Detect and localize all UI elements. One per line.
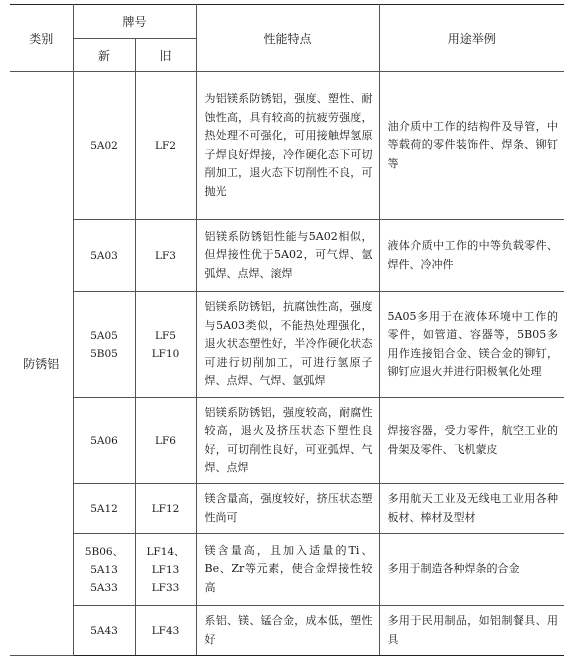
new-grade-cell-line: 5A12 — [90, 502, 118, 515]
old-grade-cell-line: LF33 — [151, 581, 180, 594]
old-grade-cell-line: LF3 — [155, 249, 176, 262]
properties-header: 性能特点 — [196, 5, 379, 72]
table-row — [10, 292, 564, 398]
old-grade-cell-line: LF2 — [155, 139, 176, 152]
properties-cell: 镁含量高，且加入适量的Ti、Be、Zr等元素，使合金焊接性较高 — [196, 534, 379, 606]
applications-header: 用途举例 — [379, 5, 564, 72]
properties-cell: 铝镁系防锈铝，抗腐蚀性高，强度与5A03类似，不能热处理强化，退火状态塑性好，半冷作硬化状态可进行切削加工，可进行氢原子焊、点焊、气焊、氩弧焊 — [196, 292, 379, 398]
applications-cell: 焊接容器，受力零件，航空工业的骨架及零件、飞机蒙皮 — [379, 398, 564, 484]
properties-cell: 系铝、镁、锰合金，成本低，塑性好 — [196, 606, 379, 656]
new-grade-cell-line: 5B05 — [90, 347, 118, 360]
category-header: 类别 — [10, 5, 73, 72]
properties-cell: 为铝镁系防锈铝，强度、塑性、耐蚀性高，具有较高的抗疲劳强度，热处理不可强化，可用接触焊氢原子焊良好焊接，冷作硬化态下可切削加工，退火态下切削性不良，可抛光 — [196, 72, 379, 220]
old-grade-cell-line: LF10 — [151, 347, 180, 360]
old-grade-cell — [135, 606, 196, 656]
grade-header: 牌号 — [73, 5, 196, 39]
old-grade-header: 旧 — [135, 39, 196, 72]
old-grade-cell — [135, 398, 196, 484]
new-grade-cell — [73, 72, 135, 220]
new-grade-cell-line: 5A33 — [90, 581, 118, 594]
properties-cell: 镁含量高，强度较好，挤压状态塑性尚可 — [196, 484, 379, 534]
applications-cell: 多用于民用制品，如铝制餐具、用具 — [379, 606, 564, 656]
new-grade-cell — [73, 606, 135, 656]
table-row — [10, 484, 564, 534]
old-grade-cell-line: LF12 — [151, 502, 180, 515]
applications-cell: 多用于制造各种焊条的合金 — [379, 534, 564, 606]
table-header — [10, 5, 564, 72]
new-grade-cell — [73, 220, 135, 292]
old-grade-cell-line: LF14、LF13 — [146, 545, 185, 576]
old-grade-cell-line: LF5 — [155, 329, 176, 342]
new-grade-header: 新 — [73, 39, 135, 72]
old-grade-cell-line: LF43 — [151, 624, 180, 637]
new-grade-cell — [73, 534, 135, 606]
table-row — [10, 398, 564, 484]
old-grade-cell — [135, 72, 196, 220]
old-grade-cell — [135, 484, 196, 534]
properties-cell: 铝镁系防锈铝性能与5A02相似，但焊接性优于5A02，可气焊、氩弧焊、点焊、滚焊 — [196, 220, 379, 292]
table-body — [10, 72, 564, 656]
new-grade-cell-line: 5A05 — [90, 329, 118, 342]
applications-cell: 液体介质中工作的中等负载零件、焊件、冷冲件 — [379, 220, 564, 292]
table-row — [10, 606, 564, 656]
table-row — [10, 72, 564, 220]
applications-cell: 5A05多用于在液体环境中工作的零件，如管道、容器等，5B05多用作连接铝合金、镁合金的铆钉，铆钉应退火并进行阳极氧化处理 — [379, 292, 564, 398]
old-grade-cell — [135, 220, 196, 292]
applications-cell: 多用航天工业及无线电工业用各种板材、棒材及型材 — [379, 484, 564, 534]
table-row — [10, 220, 564, 292]
old-grade-cell-line: LF6 — [155, 434, 176, 447]
category-cell: 防锈铝 — [10, 72, 73, 656]
alloy-table — [10, 4, 564, 656]
old-grade-cell — [135, 292, 196, 398]
new-grade-cell — [73, 484, 135, 534]
new-grade-cell-line: 5B06、5A13 — [84, 545, 124, 576]
table-row — [10, 534, 564, 606]
new-grade-cell — [73, 398, 135, 484]
new-grade-cell-line: 5A06 — [90, 434, 118, 447]
new-grade-cell — [73, 292, 135, 398]
properties-cell: 铝镁系防锈铝，强度较高，耐腐性较高，退火及挤压状态下塑性良好，可切削性良好，可亚弧焊、气焊、点焊 — [196, 398, 379, 484]
new-grade-cell-line: 5A02 — [90, 139, 118, 152]
applications-cell: 油介质中工作的结构件及导管，中等载荷的零件装饰件、焊条、铆钉等 — [379, 72, 564, 220]
new-grade-cell-line: 5A03 — [90, 249, 118, 262]
new-grade-cell-line: 5A43 — [90, 624, 118, 637]
old-grade-cell — [135, 534, 196, 606]
